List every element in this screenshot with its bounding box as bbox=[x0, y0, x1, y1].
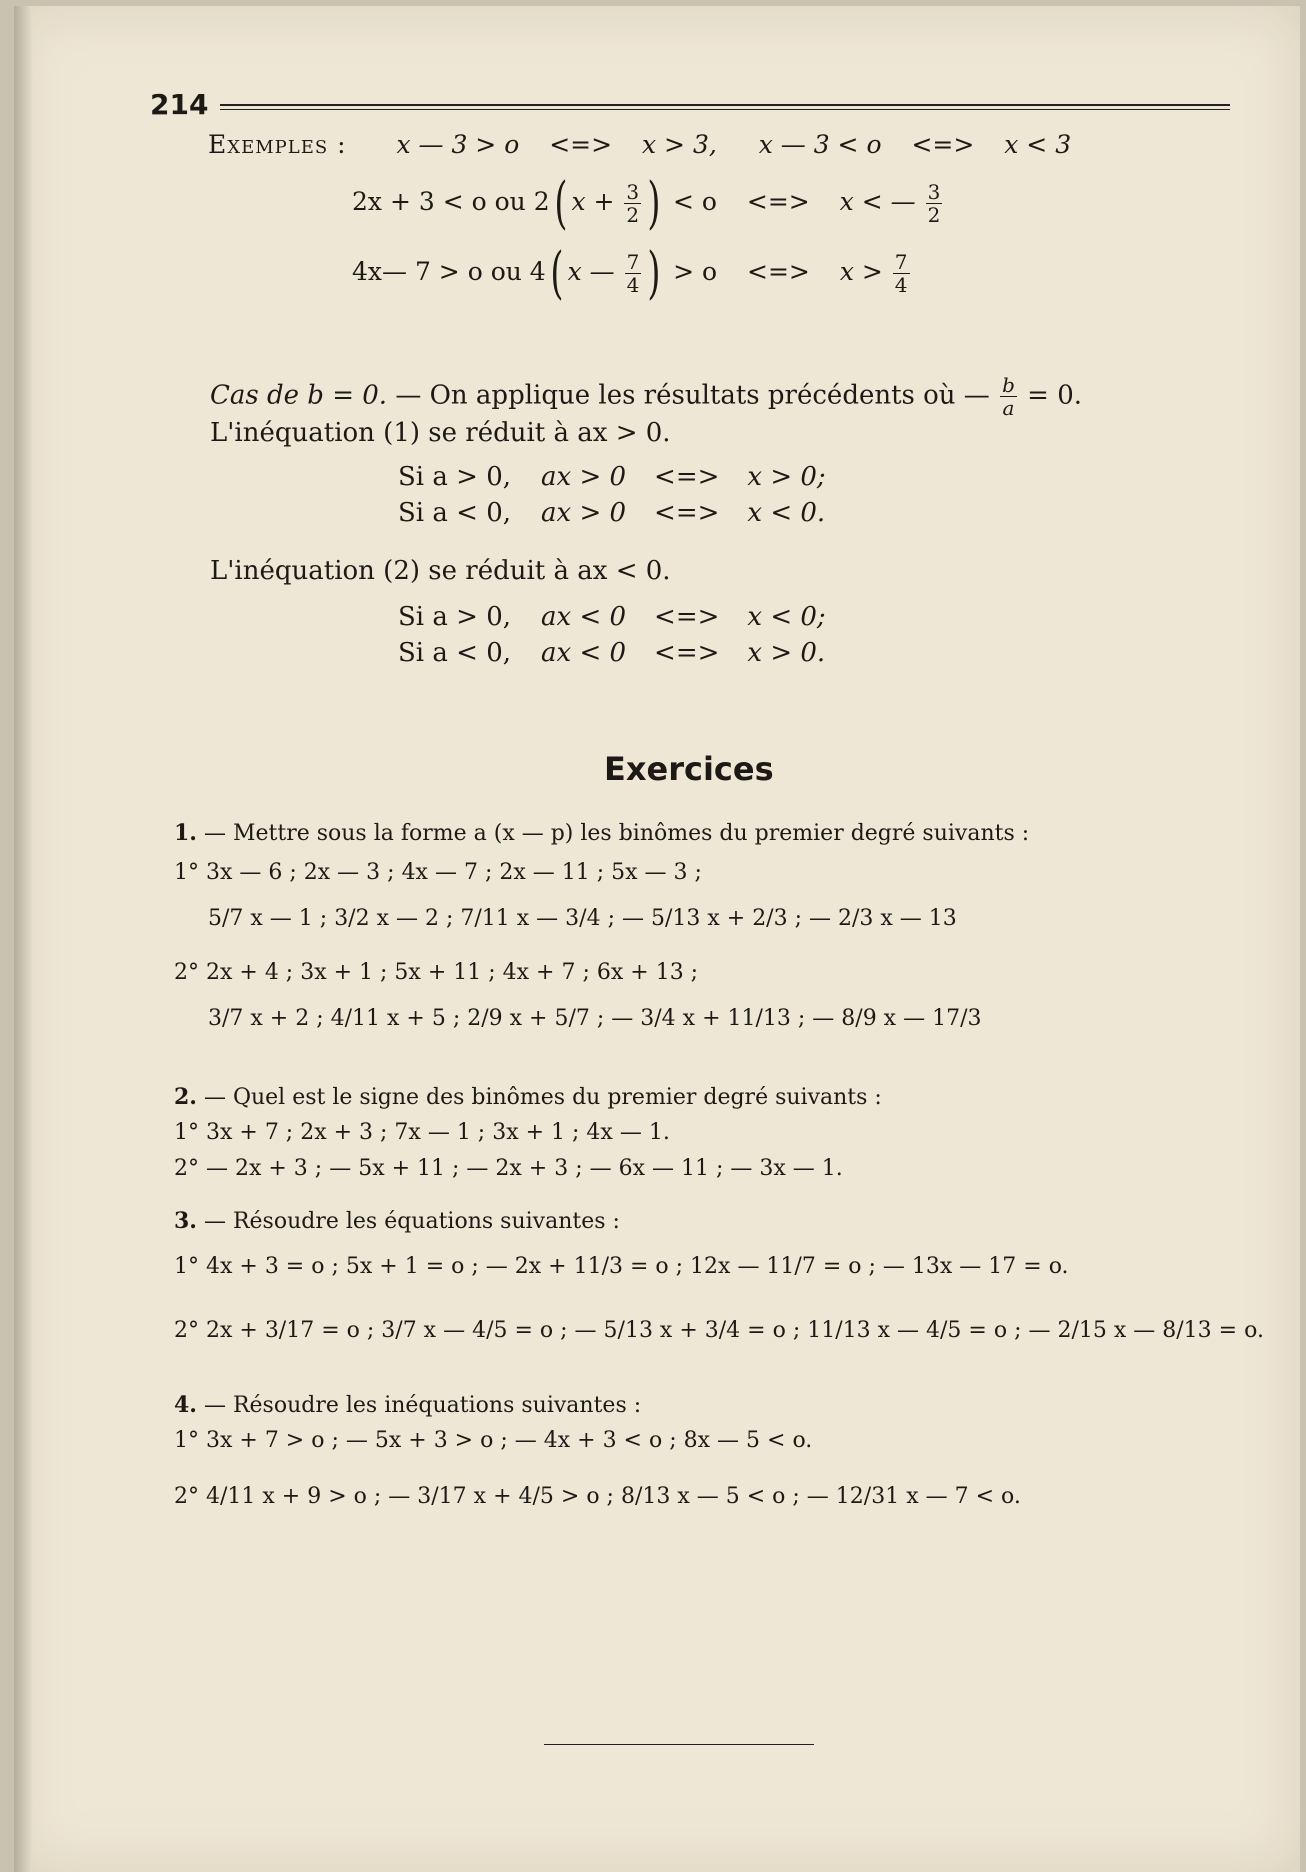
ex-expr: x > 3, bbox=[642, 130, 717, 159]
exercise-1-line-1: 1° 3x — 6 ; 2x — 3 ; 4x — 7 ; 2x — 11 ; 5x — 3 ; bbox=[174, 860, 702, 885]
exercise-1-line-4: 3/7 x + 2 ; 4/11 x + 5 ; 2/9 x + 5/7 ; — 3/4 x + 11/13 ; — 8/9 x — 17/3 bbox=[208, 1006, 982, 1031]
section-title: Exercices bbox=[604, 750, 774, 788]
exercise-4-question: 4. — Résoudre les inéquations suivantes : bbox=[174, 1392, 642, 1418]
cas-text: — On applique les résultats précédents où — bbox=[395, 380, 990, 411]
end-rule bbox=[544, 1744, 814, 1745]
cas-line bbox=[210, 374, 1082, 419]
fraction: $\frac{3}{2}$ bbox=[626, 180, 640, 227]
examples-line-2: 2x + 3 < o ou 2( x + $\frac{3}{2}$ ) < o <=> x < — $\frac{3}{2}$ bbox=[352, 170, 941, 236]
equiv-arrow: <=> bbox=[747, 257, 810, 286]
ineq2-line: L'inéquation (2) se réduit à ax < 0. bbox=[210, 556, 671, 586]
ineq1-line: L'inéquation (1) se réduit à ax > 0. bbox=[210, 418, 671, 448]
equiv-arrow: <=> bbox=[911, 130, 975, 159]
exercise-3-line-2: 2° 2x + 3/17 = o ; 3/7 x — 4/5 = o ; — 5/13 x + 3/4 = o ; 11/13 x — 4/5 = o ; — 2/15 x — 8/13 = o. bbox=[174, 1318, 1264, 1343]
ex-expr: x < — bbox=[839, 187, 916, 216]
page-number: 214 bbox=[150, 88, 209, 121]
exercise-4-line-1: 1° 3x + 7 > o ; — 5x + 3 > o ; — 4x + 3 < o ; 8x — 5 < o. bbox=[174, 1428, 813, 1453]
ex-expr: x > bbox=[839, 257, 883, 286]
examples-line-1 bbox=[208, 130, 1071, 160]
exercise-3-question: 3. — Résoudre les équations suivantes : bbox=[174, 1208, 620, 1234]
ex-expr: < o bbox=[672, 187, 717, 216]
ineq1-case-1: Si a > 0, ax > 0 <=> x > 0; bbox=[398, 462, 826, 492]
equiv-arrow: <=> bbox=[549, 130, 613, 159]
exercise-2-line-1: 1° 3x + 7 ; 2x + 3 ; 7x — 1 ; 3x + 1 ; 4x — 1. bbox=[174, 1120, 670, 1145]
ex-expr: x + bbox=[571, 187, 615, 216]
ex-expr: x — 3 < o bbox=[758, 130, 882, 159]
fraction: $\frac{3}{2}$ bbox=[927, 180, 941, 227]
ineq1-case-2: Si a < 0, ax > 0 <=> x < 0. bbox=[398, 498, 826, 528]
fraction: $\frac{7}{4}$ bbox=[626, 250, 640, 297]
exercise-2-question: 2. — Quel est le signe des binômes du premier degré suivants : bbox=[174, 1084, 882, 1110]
cas-heading: Cas de b = 0. bbox=[210, 380, 388, 411]
cas-tail: = 0. bbox=[1027, 380, 1083, 411]
exercise-4-line-2: 2° 4/11 x + 9 > o ; — 3/17 x + 4/5 > o ; 8/13 x — 5 < o ; — 12/31 x — 7 < o. bbox=[174, 1484, 1021, 1509]
equiv-arrow: <=> bbox=[746, 187, 810, 216]
ex-expr: > o bbox=[673, 257, 718, 286]
header-rule bbox=[220, 104, 1230, 110]
examples-label: Exemples : bbox=[208, 130, 347, 159]
ex-expr: 4x— 7 > o ou 4 bbox=[352, 257, 546, 286]
exercise-2-line-2: 2° — 2x + 3 ; — 5x + 11 ; — 2x + 3 ; — 6x — 11 ; — 3x — 1. bbox=[174, 1156, 843, 1181]
book-page bbox=[14, 6, 1300, 1872]
ex-expr: x — bbox=[567, 257, 615, 286]
ex-expr: 2x + 3 < o ou 2 bbox=[352, 187, 550, 216]
page-edge bbox=[14, 6, 32, 1872]
fraction-b-over-a: $\frac{b}{a}$ bbox=[1002, 373, 1015, 420]
ex-expr: x < 3 bbox=[1004, 130, 1072, 159]
exercise-1-question: 1. — Mettre sous la forme a (x — p) les binômes du premier degré suivants : bbox=[174, 820, 1030, 846]
fraction: $\frac{7}{4}$ bbox=[894, 250, 908, 297]
examples-line-3: 4x— 7 > o ou 4( x — $\frac{7}{4}$ ) > o <=> x > $\frac{7}{4}$ bbox=[352, 240, 908, 306]
ineq2-case-2: Si a < 0, ax < 0 <=> x > 0. bbox=[398, 638, 826, 668]
exercise-1-line-2: 5/7 x — 1 ; 3/2 x — 2 ; 7/11 x — 3/4 ; — 5/13 x + 2/3 ; — 2/3 x — 13 bbox=[208, 906, 957, 931]
ineq2-case-1: Si a > 0, ax < 0 <=> x < 0; bbox=[398, 602, 826, 632]
exercise-1-line-3: 2° 2x + 4 ; 3x + 1 ; 5x + 11 ; 4x + 7 ; 6x + 13 ; bbox=[174, 960, 699, 985]
ex-expr: x — 3 > o bbox=[396, 130, 520, 159]
exercise-3-line-1: 1° 4x + 3 = o ; 5x + 1 = o ; — 2x + 11/3 = o ; 12x — 11/7 = o ; — 13x — 17 = o. bbox=[174, 1254, 1069, 1279]
